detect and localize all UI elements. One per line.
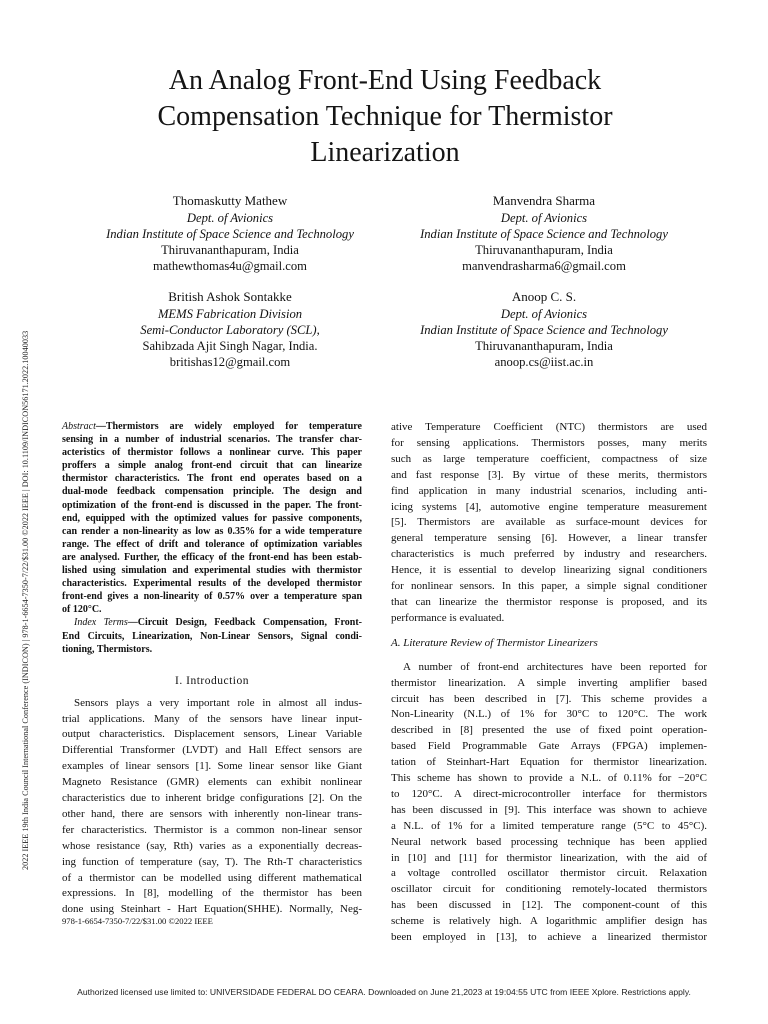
paper-title [60,63,710,171]
license-footer: Authorized licensed use limited to: UNIVERSIDADE FEDERAL DO CEARA. Downloaded on June 21,2023 at 19:04:55 UTC from IEEE Xplore. Restrictions apply. [77,987,691,997]
abstract-label: Abstract [62,421,96,432]
abstract-line: proffers a simple analog front-end circuit that can linearize [62,460,362,472]
body-line: been employed in [13], to achieve a linearized thermistor [391,931,707,944]
body-line: for nonlinear sensors. In this paper, a simple signal conditioner [391,580,707,593]
body-line: ative Temperature Coefficient (NTC) thermistors are used [391,421,707,433]
intro-continued [391,420,707,627]
body-line: oscillator circuit for conditioning remotely-located thermistors [391,883,707,896]
abstract-line: of 120°C. [62,604,102,616]
index-terms-label: Index Terms [74,617,128,629]
abstract-line: range. The effect of drift and tolerance of optimization variables [62,538,362,550]
body-line: Non-Linearity (N.L.) of 1% for 30°C to 120°C. The work [391,708,707,721]
intro-line: trial applications. Many of the sensors have linear input- [62,712,362,725]
title-line: An Analog Front-End Using Feedback [168,65,602,96]
body-line: Hence, it is essential to develop linearizing signal conditioners [391,564,707,577]
copyright-footnote: 978-1-6654-7350-7/22/$31.00 ©2022 IEEE [62,916,213,926]
author-block [371,193,717,274]
body-line: for sensing applications. Thermistors posses, many merits [391,436,707,449]
body-line: A number of front-end architectures have been reported for [403,660,707,673]
abstract-line: end, equipped with the optimized values for passive components, [62,512,362,524]
author-name: Manvendra Sharma [492,193,596,208]
abstract-line: can render a non-linearity as low as 0.35% for a wide temperature [62,525,362,537]
index-terms-line: End Circuits, Linearization, Non-Linear Sensors, Signal condi- [62,630,362,642]
index-terms-line: tioning, Thermistors. [62,643,153,655]
copyright-sidebar: 2022 IEEE 19th India Council International Conference (INDICON) | 978-1-6654-7350-7/22/$31.00 ©2022 IEEE | DOI: 10.1109/INDICON56171.2022.10040033 [21,330,30,870]
body-line: a N.L. of 1% for a limited temperature range (5°C to 45°C). [391,819,707,832]
body-line: and fast response [3]. By virtue of these merits, thermistors [391,468,707,481]
intro-line: Differential Transformer (LVDT) and Hall Effect sensors are [62,744,362,757]
abstract-line: optimization of the front-end is discussed in the paper. The front- [62,499,362,511]
author-email: manvendrasharma6@gmail.com [462,259,626,273]
intro-line: done using Steinhart - Hart Equation(SHHE). Normally, Neg- [62,903,362,916]
right-column [391,420,707,946]
author-city: Thiruvananthapuram, India [475,339,613,353]
author-name: British Ashok Sontakke [168,289,292,304]
body-line: icing systems [4], automotive engine temperature measurement [391,500,707,513]
body-line: thermistor linearization. A simple inverting amplifier based [391,676,707,689]
author-dept: Dept. of Avionics [500,211,588,225]
literature-paragraph [391,660,707,946]
author-block [60,193,400,274]
body-line: described in [8] presented the use of fixed point operation- [391,724,707,737]
author-city: Thiruvananthapuram, India [475,243,613,257]
intro-line: ing function of temperature (say, T). The Rth-T characteristics [62,855,362,868]
intro-line: examples of linear sensors [1]. Some linear sensor like Giant [62,760,362,773]
author-org: Indian Institute of Space Science and Technology [420,323,668,337]
intro-line: characteristics due to inherent bridge configurations [2]. On the [62,792,362,805]
author-name: Anoop C. S. [511,289,577,304]
author-block [60,289,400,370]
body-line: based Field Programmable Gate Arrays (FPGA) implemen- [391,740,707,753]
body-line: This scheme has shown to provide a N.L. of 0.11% for −20°C [391,772,707,785]
body-line: has been discussed in [12]. The component-count of this [391,899,707,912]
author-org: Indian Institute of Space Science and Technology [420,227,668,241]
abstract-line: dual-mode feedback compensation principle. The design and [62,486,362,498]
author-city: Thiruvananthapuram, India [161,243,299,257]
intro-line: other hand, there are sensors with inherently non-linear trans- [62,807,362,820]
intro-line: Sensors plays a very important role in almost all indus- [74,696,362,709]
body-line: characteristics is much preferred by industry and researchers. [391,548,707,561]
body-line: that can linearize the thermistor response is proposed, and its [391,595,707,608]
section-heading: I. Introduction [175,674,249,687]
body-line: tation of Steinhart-Hart Equation for thermistor linearization. [391,756,707,769]
intro-line: fer characteristics. Thermistor is a common non-linear sensor [62,823,362,836]
intro-line: whose resistance (say, Rth) varies as a exponentially decreas- [62,839,362,852]
abstract [62,420,362,656]
abstract-line: characteristics. Experimental results of the developed thermistor [62,578,362,590]
body-line: general temperature sensing [6]. However, a linear transfer [391,532,707,545]
intro-paragraph [62,696,362,919]
body-line: Neural network based processing technique has been applied [391,835,707,848]
author-block [371,289,717,370]
body-line: a voltage controlled oscillator thermistor circuit. Relaxation [391,867,707,880]
author-org: Semi-Conductor Laboratory (SCL), [140,323,320,337]
author-dept: MEMS Fabrication Division [157,307,303,321]
intro-line: output characteristics. Displacement sensors, Linear Variable [62,728,362,741]
abstract-line: lished using simulation and experimental studies with thermistor [62,565,362,577]
body-line: in [10] and [11] for thermistor linearization, with the aid of [391,851,707,864]
body-line: circuit has been described in [7]. This scheme provides a [391,692,707,705]
abstract-line: thermistor characteristics. The front end operates based on a [62,473,362,485]
body-line: has been discussed in [9]. This interface was shown to achieve [391,803,707,816]
abstract-line: sensing in a number of industrial scenarios. The transfer char- [62,434,362,446]
intro-line: Magneto Resistance (GMR) elements can exhibit nonlinear [62,776,362,789]
body-line: performance is evaluated. [391,611,505,624]
intro-line: of a thermistor can be modelled using different mathematical [62,871,362,884]
body-line: find application in many industrial scenarios, including anti- [391,484,707,497]
author-dept: Dept. of Avionics [186,211,274,225]
body-line: to 120°C. A direct-microcontroller interface for thermistors [391,787,707,800]
body-line: such as large temperature coefficient, compactness of size [391,452,707,465]
body-line: scheme is relatively high. A logarithmic amplifier design has [391,915,707,928]
index-terms-line: —Circuit Design, Feedback Compensation, Front- [127,617,362,629]
author-city: Sahibzada Ajit Singh Nagar, India. [142,339,318,353]
author-email: britishas12@gmail.com [169,355,291,369]
author-dept: Dept. of Avionics [500,307,588,321]
abstract-line: front-end gives a non-linearity of 0.57% over a temperature span [62,591,362,603]
abstract-line: —Thermistors are widely employed for temperature [95,421,362,432]
author-org: Indian Institute of Space Science and Technology [106,227,354,241]
author-name: Thomaskutty Mathew [172,193,288,208]
subsection-heading: A. Literature Review of Thermistor Linearizers [391,636,598,649]
abstract-line: acteristics of thermistor follows a nonlinear curve. This paper [62,447,362,459]
title-line: Linearization [310,137,460,168]
body-line: [5]. Thermistors are available as surface-mount devices for [391,516,707,529]
left-column [62,420,362,918]
author-email: anoop.cs@iist.ac.in [494,355,594,369]
intro-line: expressions. In [8], modelling of the thermistor has been [62,887,362,900]
abstract-line: are analysed. Further, the efficacy of the front-end has been estab- [62,551,362,563]
title-line: Compensation Technique for Thermistor [157,101,613,132]
author-email: mathewthomas4u@gmail.com [153,259,307,273]
